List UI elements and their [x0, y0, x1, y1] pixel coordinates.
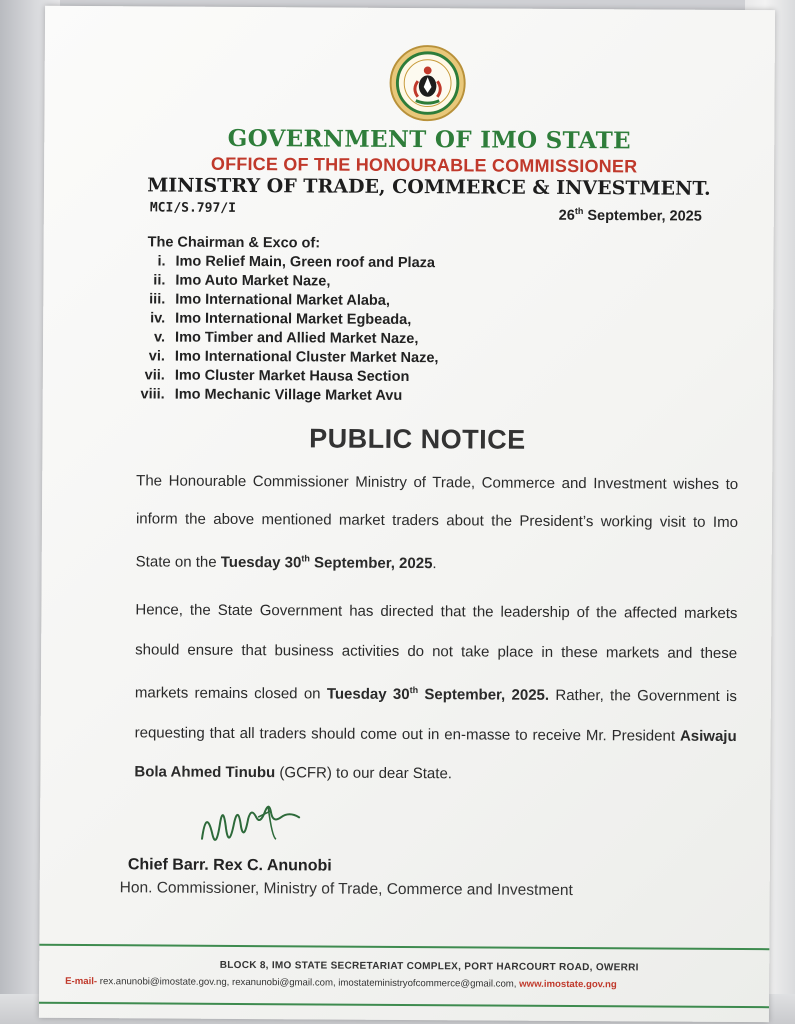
- handwritten-signature-icon: [198, 799, 318, 850]
- p2-text-c: (GCFR) to our dear State.: [275, 764, 453, 783]
- date-day: 26: [558, 207, 575, 224]
- coat-of-arms-seal-icon: [388, 44, 466, 122]
- reference-number: MCI/S.797/I: [149, 200, 237, 216]
- list-item: [127, 290, 439, 311]
- list-item-number: i.: [157, 253, 166, 270]
- ministry-heading: MINISTRY OF TRADE, COMMERCE & INVESTMENT.: [147, 174, 711, 200]
- president-name: Asiwaju Bola Ahmed Tinubu: [134, 727, 737, 782]
- footer-divider: [39, 944, 769, 950]
- list-item: [127, 271, 439, 292]
- addressee-line: The Chairman & Exco of:: [147, 234, 321, 252]
- p1-date-sup: th: [301, 553, 310, 564]
- list-item-name: Imo International Cluster Market Naze,: [174, 348, 439, 367]
- list-item: [127, 366, 439, 387]
- list-item: [127, 309, 439, 330]
- list-item-name: Imo International Market Egbeada,: [175, 310, 412, 329]
- office-heading: OFFICE OF THE HONOURABLE COMMISSIONER: [210, 153, 638, 177]
- notice-paragraph-1: [136, 462, 739, 585]
- list-item-name: Imo Cluster Market Hausa Section: [174, 367, 410, 386]
- list-item-number: v.: [153, 329, 166, 346]
- date-suffix: th: [574, 206, 584, 217]
- footer-contact: [65, 976, 617, 990]
- p2-text-a: Hence, the State Government has directed that the leadership of the affected markets should ensure that business activities do not take place in these markets and these markets remains closed on: [134, 601, 738, 703]
- list-item: [127, 385, 439, 406]
- p2-date-sup: th: [409, 685, 419, 696]
- public-notice-title: PUBLIC NOTICE: [309, 423, 526, 455]
- signer-title: Hon. Commissioner, Ministry of Trade, Commerce and Investment: [119, 879, 573, 900]
- email-addresses: rex.anunobi@imostate.gov.ng, rexanunobi@gmail.com, imostateministryofcommerce@gmail.com,: [99, 976, 517, 990]
- list-item-name: Imo Timber and Allied Market Naze,: [175, 329, 419, 348]
- notice-paragraph-2: [134, 590, 737, 795]
- letter-page: [39, 6, 775, 1022]
- list-item-number: iii.: [149, 291, 166, 308]
- list-item-name: Imo Auto Market Naze,: [175, 272, 331, 290]
- list-item-name: Imo International Market Alaba,: [175, 291, 390, 309]
- p2-date-b: September, 2025.: [418, 686, 550, 704]
- p1-date-b: September, 2025: [309, 554, 433, 573]
- list-item-number: iv.: [150, 310, 166, 327]
- p1-date-a: Tuesday 30: [220, 553, 302, 572]
- p1-end: .: [432, 555, 437, 573]
- website-link[interactable]: www.imostate.gov.ng: [519, 978, 617, 991]
- p1-date: [221, 554, 433, 572]
- p2-date-a: Tuesday 30: [326, 685, 410, 704]
- footer-address: BLOCK 8, IMO STATE SECRETARIAT COMPLEX, PORT HARCOURT ROAD, OWERRI: [219, 959, 639, 974]
- list-item-name: Imo Relief Main, Green roof and Plaza: [175, 253, 436, 272]
- email-label: E-mail-: [65, 975, 98, 988]
- list-item-number: ii.: [153, 272, 166, 289]
- date-rest: September, 2025: [583, 207, 702, 225]
- p1-text: The Honourable Commissioner Ministry of Trade, Commerce and Investment wishes to inform the above mentioned market traders about the President’s working visit to Imo State on the: [135, 472, 739, 571]
- footer-divider-bottom: [39, 1002, 769, 1008]
- list-item-number: vi.: [148, 348, 166, 365]
- list-item: [127, 347, 439, 368]
- list-item: [127, 328, 439, 349]
- markets-list: [127, 252, 439, 406]
- list-item-number: viii.: [140, 386, 165, 403]
- p2-text-b: Rather, the Government is requesting that all traders should come out in en-masse to receive Mr. President: [134, 686, 737, 745]
- list-item-number: vii.: [144, 367, 165, 384]
- list-item-name: Imo Mechanic Village Market Avu: [174, 386, 403, 404]
- p2-date: [327, 686, 549, 704]
- signer-name: Chief Barr. Rex C. Anunobi: [127, 856, 332, 875]
- letter-date: [559, 206, 702, 225]
- list-item: [127, 252, 439, 273]
- government-heading: GOVERNMENT OF IMO STATE: [227, 124, 631, 155]
